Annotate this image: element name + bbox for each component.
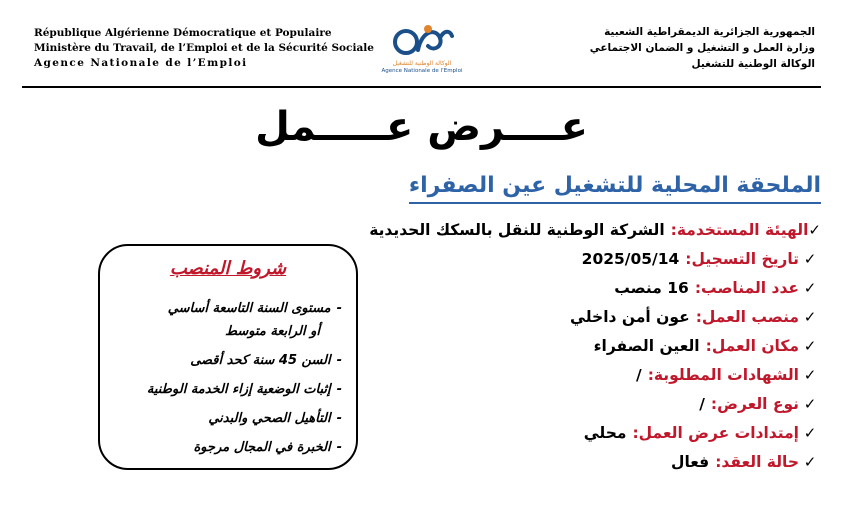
header-arabic-line-2: وزارة العمل و التشغيل و الضمان الاجتماعي [589, 42, 815, 54]
job-detail-contract-status [371, 448, 821, 477]
detail-label: نوع العرض: [710, 395, 799, 413]
condition-item: أو الرابعة متوسط [225, 324, 320, 339]
header-divider [22, 86, 821, 88]
detail-value: الشركة الوطنية للنقل بالسكك الحديدية [369, 221, 665, 239]
detail-value: محلي [583, 424, 627, 442]
check-icon: ✓ [808, 221, 821, 239]
check-icon: ✓ [803, 366, 817, 384]
dash-bullet: - [336, 301, 342, 316]
anem-logo-mark-icon [388, 20, 456, 60]
detail-label: منصب العمل: [695, 308, 799, 326]
detail-label: الهيئة المستخدمة: [670, 221, 809, 239]
dash-bullet: - [336, 382, 342, 397]
logo-arabic-name: الوكالة الوطنية للتشغيل [392, 60, 452, 67]
condition-item: -إثبات الوضعية إزاء الخدمة الوطنية [146, 382, 342, 397]
check-icon: ✓ [803, 308, 817, 326]
conditions-box [98, 244, 358, 470]
conditions-list [106, 294, 342, 462]
detail-value: عون أمن داخلي [570, 308, 690, 326]
detail-label: حالة العقد: [715, 453, 799, 471]
check-icon: ✓ [803, 453, 817, 471]
detail-value: 2025/05/14 [581, 250, 680, 268]
header-french [34, 26, 374, 71]
job-detail-position [371, 303, 821, 332]
dash-bullet: - [336, 440, 342, 455]
dash-bullet: - [336, 353, 342, 368]
detail-label: تاريخ التسجيل: [685, 250, 799, 268]
logo-french-name: Agence Nationale de l’Emploi [381, 68, 463, 74]
dash-bullet: - [336, 411, 342, 426]
detail-value: / [699, 395, 705, 413]
check-icon: ✓ [803, 424, 817, 442]
condition-item: -السن 45 سنة كحد أقصى [190, 353, 342, 368]
job-detail-offer-type [371, 390, 821, 419]
detail-label: إمتدادات عرض العمل: [632, 424, 799, 442]
detail-value: 16 منصب [614, 279, 689, 297]
header-arabic [475, 24, 815, 72]
job-details-list [371, 216, 821, 477]
job-detail-positions-count [371, 274, 821, 303]
detail-value: العين الصفراء [593, 337, 700, 355]
anem-logo [372, 20, 472, 86]
detail-value: / [636, 366, 642, 384]
detail-label: الشهادات المطلوبة: [647, 366, 799, 384]
condition-item: -مستوى السنة التاسعة أساسي [167, 301, 342, 316]
job-detail-required-diplomas [371, 361, 821, 390]
header-arabic-line-1: الجمهورية الجزائرية الديمقراطية الشعبية [604, 26, 815, 38]
check-icon: ✓ [803, 395, 817, 413]
condition-item: -التأهيل الصحي والبدني [208, 411, 342, 426]
condition-item: -الخبرة في المجال مرجوة [193, 440, 342, 455]
check-icon: ✓ [803, 337, 817, 355]
header-french-line-2: Ministère du Travail, de l’Emploi et de la Sécurité Sociale [34, 42, 374, 54]
job-detail-registration-date [371, 245, 821, 274]
detail-label: عدد المناصب: [694, 279, 799, 297]
check-icon: ✓ [803, 279, 817, 297]
header-arabic-line-3: الوكالة الوطنية للتشغيل [691, 58, 815, 70]
job-detail-employer [371, 216, 821, 245]
job-detail-location [371, 332, 821, 361]
check-icon: ✓ [803, 250, 817, 268]
conditions-title: شروط المنصب [169, 258, 287, 279]
header-french-line-3: Agence Nationale de l’Emploi [34, 57, 248, 69]
header-french-line-1: République Algérienne Démocratique et Populaire [34, 27, 332, 39]
detail-value: فعال [671, 453, 710, 471]
job-detail-offer-scope [371, 419, 821, 448]
agency-name: الملحقة المحلية للتشغيل عين الصفراء [409, 170, 821, 204]
detail-label: مكان العمل: [705, 337, 799, 355]
page-title: عــــرض عـــــمل [255, 104, 588, 150]
